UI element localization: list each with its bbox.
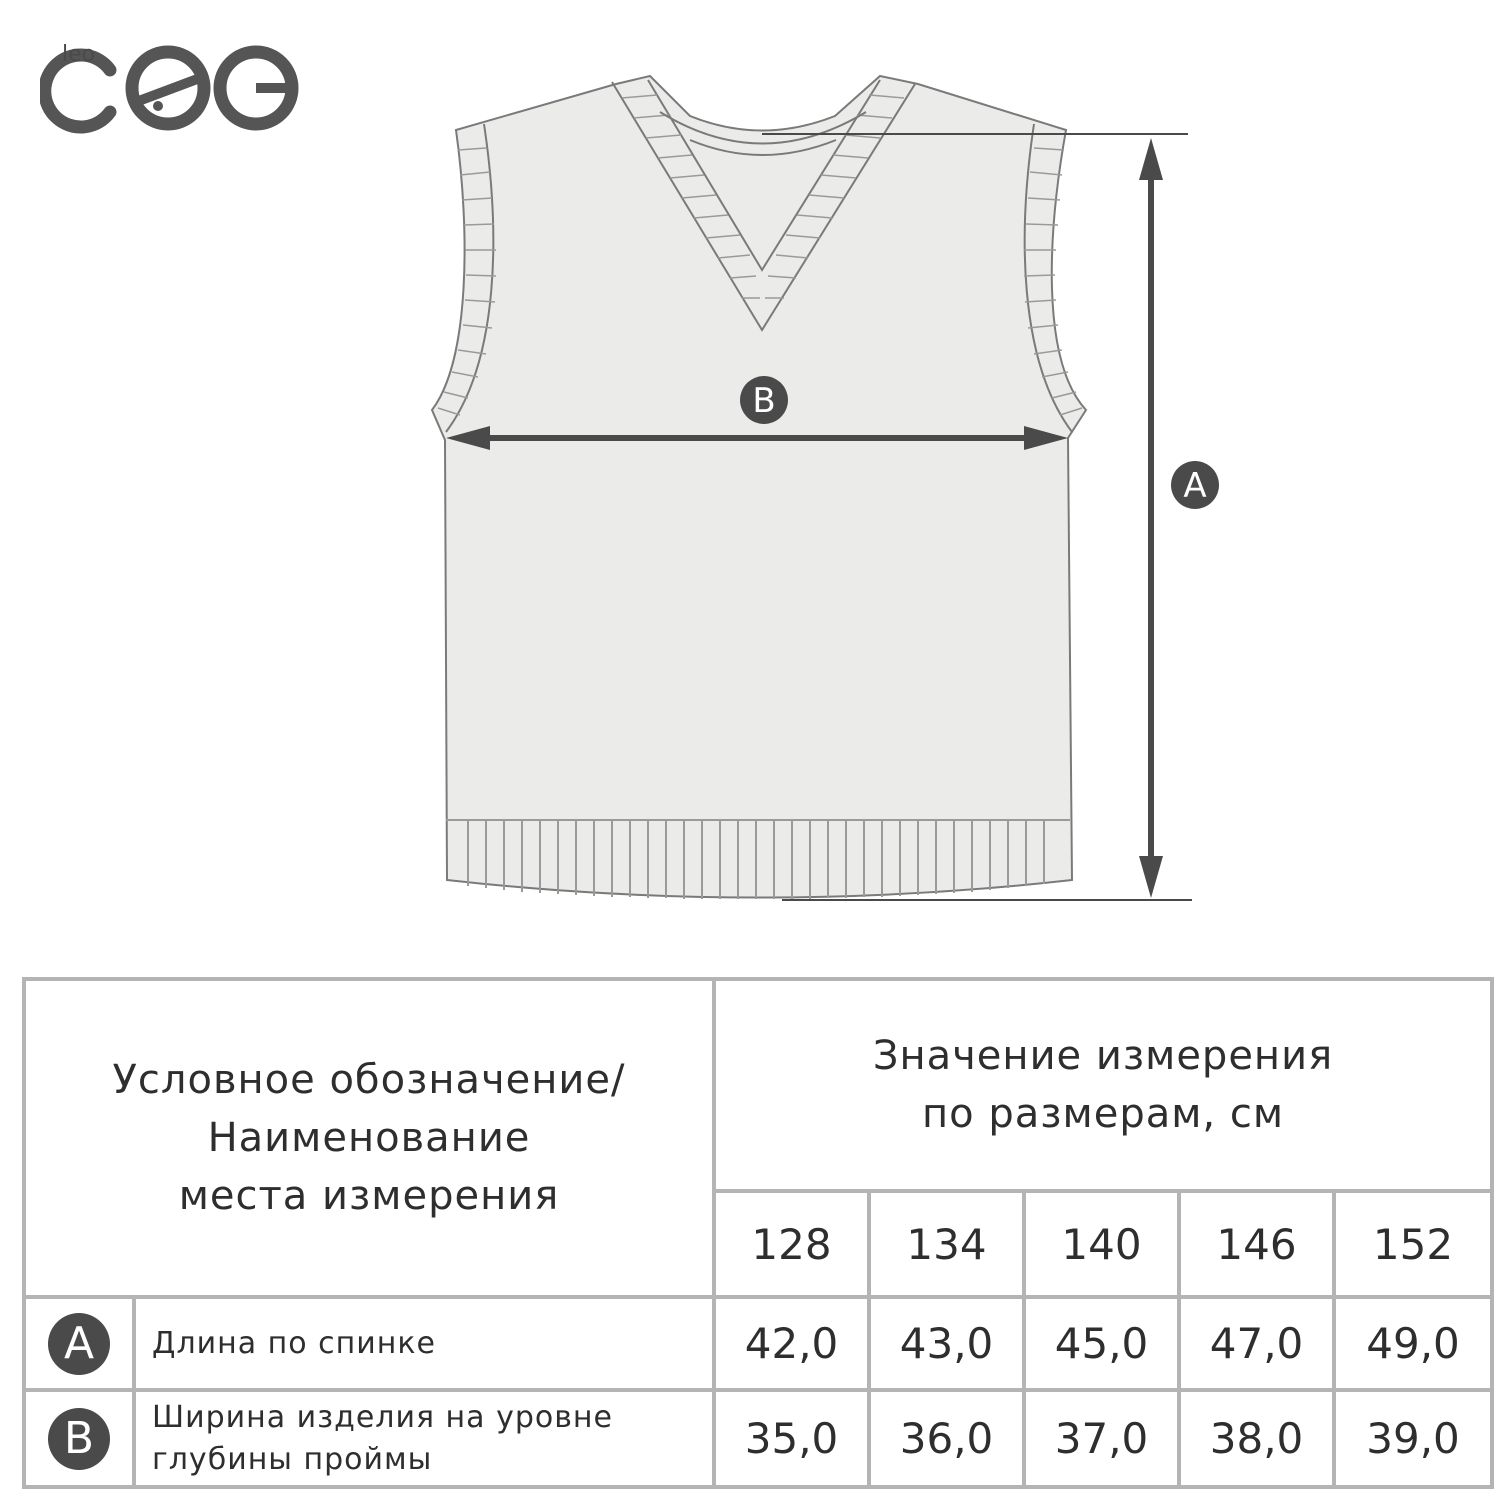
- logo-small-text: leo: [62, 42, 96, 67]
- row-a-value-146: 47,0: [1179, 1297, 1334, 1390]
- label-b-text: B: [752, 381, 776, 421]
- measure-a-arrow-head-bottom: [1139, 856, 1163, 898]
- measure-a-arrow-head-top: [1139, 138, 1163, 180]
- vest-body: [432, 76, 1086, 898]
- row-b-name: [134, 1390, 714, 1487]
- row-a-code-cell: [24, 1297, 134, 1390]
- row-a-name-line-1: Длина по спинке: [152, 1325, 436, 1361]
- row-a-name: [134, 1297, 714, 1390]
- label-a-text: A: [1183, 466, 1207, 506]
- size-table: [22, 977, 1494, 1489]
- size-134: 134: [869, 1191, 1024, 1298]
- header-designation-line-1: Условное обозначение/: [112, 1057, 626, 1104]
- table-row-a: [24, 1297, 1492, 1390]
- size-140: 140: [1024, 1191, 1179, 1298]
- table-row-b: [24, 1390, 1492, 1487]
- row-b-value-140: 37,0: [1024, 1390, 1179, 1487]
- row-b-badge: B: [48, 1408, 110, 1470]
- row-b-name-line-1: Ширина изделия на уровне: [152, 1399, 613, 1435]
- size-128: 128: [714, 1191, 869, 1298]
- row-b-name-line-2: глубины проймы: [152, 1441, 433, 1477]
- header-values: [714, 979, 1492, 1191]
- row-a-badge: A: [48, 1313, 110, 1375]
- row-a-value-152: 49,0: [1334, 1297, 1492, 1390]
- row-a-value-134: 43,0: [869, 1297, 1024, 1390]
- row-a-value-140: 45,0: [1024, 1297, 1179, 1390]
- row-b-value-146: 38,0: [1179, 1390, 1334, 1487]
- row-b-value-152: 39,0: [1334, 1390, 1492, 1487]
- size-152: 152: [1334, 1191, 1492, 1298]
- row-b-value-134: 36,0: [869, 1390, 1024, 1487]
- row-a-value-128: 42,0: [714, 1297, 869, 1390]
- row-b-value-128: 35,0: [714, 1390, 869, 1487]
- header-designation-line-3: места измерения: [178, 1173, 560, 1220]
- header-values-line-1: Значение измерения: [872, 1032, 1334, 1079]
- header-values-line-2: по размерам, см: [922, 1090, 1284, 1137]
- size-146: 146: [1179, 1191, 1334, 1298]
- row-b-code-cell: [24, 1390, 134, 1487]
- header-designation: [24, 979, 714, 1297]
- header-designation-line-2: Наименование: [207, 1115, 531, 1162]
